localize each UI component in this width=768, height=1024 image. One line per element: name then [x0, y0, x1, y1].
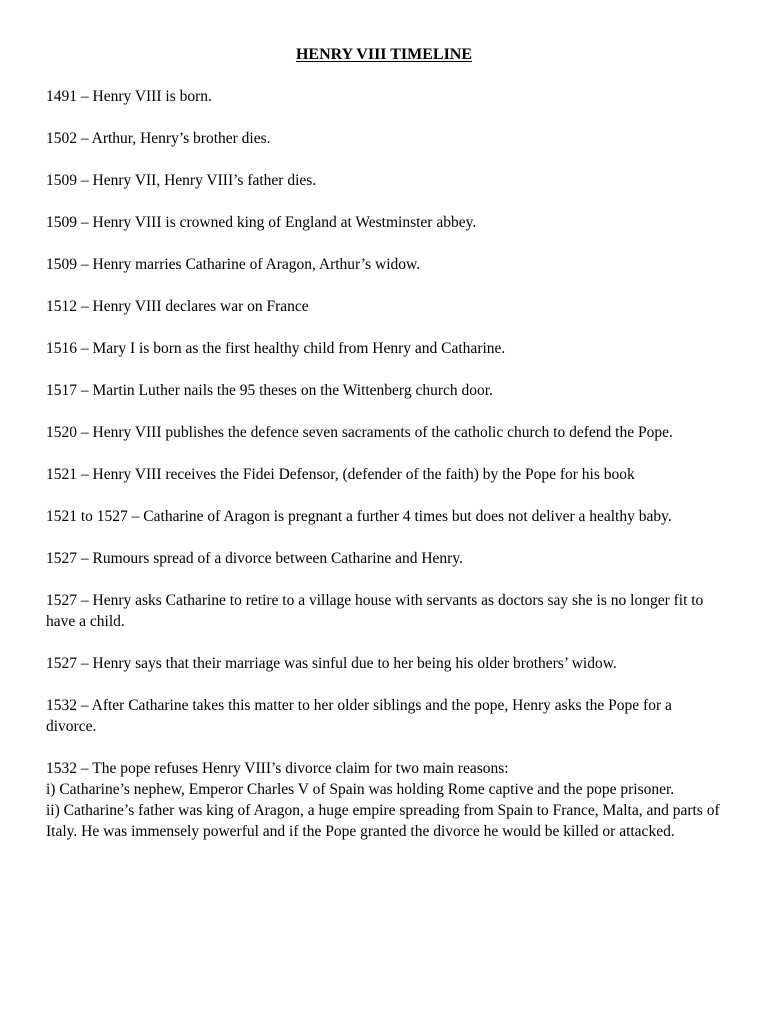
timeline-entry: [46, 128, 726, 149]
timeline-list: [46, 86, 726, 863]
timeline-entry-text: 1532 – The pope refuses Henry VIII’s divorce claim for two main reasons:: [46, 760, 509, 777]
timeline-entry: [46, 422, 726, 443]
page-title: HENRY VIII TIMELINE: [295, 46, 473, 63]
timeline-entry: [46, 212, 726, 233]
timeline-entry: [46, 254, 726, 275]
timeline-entry-text: 1516 – Mary I is born as the first healthy child from Henry and Catharine.: [46, 340, 506, 357]
timeline-entry: [46, 380, 726, 401]
timeline-entry: [46, 86, 726, 107]
timeline-entry: [46, 695, 726, 737]
timeline-entry-text: 1512 – Henry VIII declares war on France: [46, 298, 309, 315]
timeline-entry-text: 1532 – After Catharine takes this matter to her older siblings and the pope, Henry asks the Pope for a divorce.: [46, 697, 672, 735]
timeline-entry: [46, 464, 726, 485]
timeline-entry: [46, 506, 726, 527]
timeline-entry-text: 1502 – Arthur, Henry’s brother dies.: [46, 130, 271, 147]
timeline-entry: [46, 653, 726, 674]
timeline-entry-text: 1520 – Henry VIII publishes the defence seven sacraments of the catholic church to defend the Pope.: [46, 424, 673, 441]
timeline-entry-text: ii) Catharine’s father was king of Aragon, a huge empire spreading from Spain to France, Malta, and parts of Italy. He was immensely powerful and if the Pope granted the divorce he would be killed or attacked.: [46, 802, 720, 840]
timeline-entry-text: 1521 – Henry VIII receives the Fidei Defensor, (defender of the faith) by the Pope for his book: [46, 466, 635, 483]
timeline-entry: [46, 548, 726, 569]
timeline-entry: [46, 590, 726, 632]
timeline-entry-text: 1509 – Henry VII, Henry VIII’s father dies.: [46, 172, 317, 189]
timeline-entry: [46, 170, 726, 191]
timeline-entry: [46, 338, 726, 359]
timeline-entry-text: 1521 to 1527 – Catharine of Aragon is pregnant a further 4 times but does not deliver a healthy baby.: [46, 508, 672, 525]
timeline-entry-text: 1491 – Henry VIII is born.: [46, 88, 212, 105]
timeline-entry-text: 1509 – Henry VIII is crowned king of England at Westminster abbey.: [46, 214, 477, 231]
timeline-entry-text: 1527 – Henry asks Catharine to retire to a village house with servants as doctors say she is no longer fit to have a child.: [46, 592, 704, 630]
timeline-entry-text: 1509 – Henry marries Catharine of Aragon, Arthur’s widow.: [46, 256, 421, 273]
timeline-entry-text: 1527 – Rumours spread of a divorce between Catharine and Henry.: [46, 550, 463, 567]
timeline-entry-text: 1527 – Henry says that their marriage was sinful due to her being his older brothers’ widow.: [46, 655, 617, 672]
timeline-entry: [46, 296, 726, 317]
timeline-entry: [46, 758, 726, 842]
timeline-entry-text: 1517 – Martin Luther nails the 95 theses on the Wittenberg church door.: [46, 382, 493, 399]
timeline-entry-text: i) Catharine’s nephew, Emperor Charles V of Spain was holding Rome captive and the pope prisoner.: [46, 781, 675, 798]
